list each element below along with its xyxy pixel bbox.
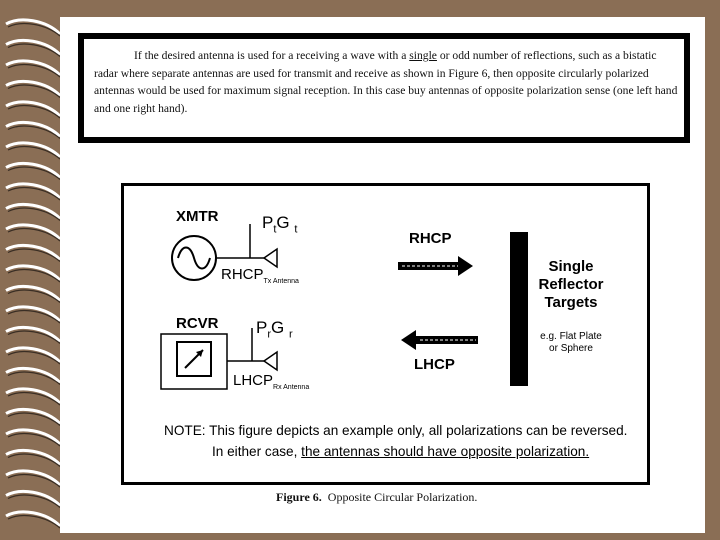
spiral-ring-shadow <box>8 188 60 200</box>
spiral-ring-shadow <box>8 147 60 159</box>
target-line-2: Reflector <box>538 276 604 293</box>
spiral-ring-shadow <box>8 126 60 138</box>
spiral-ring <box>6 307 60 321</box>
tx-power-gain-label <box>262 213 297 235</box>
note-line-2 <box>212 444 589 459</box>
spiral-ring <box>6 143 60 157</box>
spiral-ring-shadow <box>8 85 60 97</box>
tx-pol-text: RHCP <box>221 266 264 283</box>
spiral-ring <box>6 122 60 136</box>
spiral-ring <box>6 245 60 259</box>
tx-antenna-icon <box>264 249 277 267</box>
spiral-ring-shadow <box>8 229 60 241</box>
text-box <box>78 33 690 143</box>
spiral-ring <box>6 450 60 464</box>
paragraph <box>94 47 680 117</box>
spiral-ring <box>6 81 60 95</box>
spiral-ring-shadow <box>8 290 60 302</box>
lhcp-label: LHCP <box>414 356 455 373</box>
spiral-ring-shadow <box>8 352 60 364</box>
spiral-ring <box>6 225 60 239</box>
spiral-ring-shadow <box>8 24 60 36</box>
spiral-ring-shadow <box>8 106 60 118</box>
spiral-ring <box>6 389 60 403</box>
spiral-ring-shadow <box>8 311 60 323</box>
reflector-target-bar <box>510 232 528 386</box>
example-label <box>534 331 608 355</box>
sine-wave-icon <box>178 248 210 269</box>
rx-pol-text: LHCP <box>233 372 274 389</box>
spiral-ring-shadow <box>8 167 60 179</box>
rx-power-symbol: P <box>256 318 268 337</box>
tx-gain-subscript: t <box>294 223 298 236</box>
spiral-ring-shadow <box>8 65 60 77</box>
rx-power-gain-label <box>256 318 293 340</box>
paragraph-part2: or odd number of reflections, such as a bistatic radar where separate antennas are used for transmit and receive as shown in Figure 6, then opposite circularly polarized antennas would be used for maximum signal reception. In this case buy antennas of opposite polarization sense (one left hand and one right hand). <box>94 49 678 115</box>
spiral-ring <box>6 184 60 198</box>
caption-label: Figure 6. <box>276 490 322 504</box>
target-label <box>538 258 604 312</box>
spiral-ring <box>6 20 60 34</box>
figure-frame <box>121 183 650 485</box>
rx-gain-subscript: r <box>288 328 293 341</box>
tx-power-subscript: t <box>273 223 277 236</box>
spiral-ring <box>6 430 60 444</box>
spiral-ring-shadow <box>8 516 60 528</box>
spiral-ring-shadow <box>8 372 60 384</box>
spiral-ring <box>6 327 60 341</box>
rx-polarization-label <box>233 372 309 391</box>
spiral-ring-shadow <box>8 208 60 220</box>
spiral-ring <box>6 40 60 54</box>
spiral-ring <box>6 471 60 485</box>
figure-caption <box>276 490 477 505</box>
spiral-ring <box>6 163 60 177</box>
rx-gain-symbol: G <box>271 318 285 337</box>
spiral-ring-shadow <box>8 413 60 425</box>
spiral-ring <box>6 61 60 75</box>
spiral-ring-shadow <box>8 393 60 405</box>
lhcp-arrow-head <box>401 330 416 350</box>
spiral-ring-shadow <box>8 44 60 56</box>
spiral-ring <box>6 512 60 526</box>
xmtr-label: XMTR <box>176 208 219 225</box>
spiral-ring-shadow <box>8 270 60 282</box>
spiral-ring <box>6 102 60 116</box>
note-line-2-emphasis: the antennas should have opposite polarization. <box>301 444 590 459</box>
paragraph-part1: If the desired antenna is used for a receiving a wave with a <box>134 49 410 62</box>
spiral-ring-shadow <box>8 475 60 487</box>
rhcp-label: RHCP <box>409 230 452 247</box>
tx-pol-subscript: Tx Antenna <box>263 278 299 285</box>
example-line-2: or Sphere <box>549 343 593 354</box>
spiral-ring <box>6 204 60 218</box>
paragraph-underlined-word: single <box>409 49 437 62</box>
example-line-1: e.g. Flat Plate <box>540 331 602 342</box>
target-line-1: Single <box>548 258 594 275</box>
tx-gain-symbol: G <box>276 213 290 232</box>
spiral-ring-shadow <box>8 495 60 507</box>
note-line-1: NOTE: This figure depicts an example only, all polarizations can be reversed. <box>164 423 628 438</box>
spiral-ring-shadow <box>8 249 60 261</box>
tx-power-symbol: P <box>262 213 274 232</box>
spiral-ring <box>6 348 60 362</box>
spiral-ring-shadow <box>8 331 60 343</box>
spiral-ring <box>6 266 60 280</box>
note-line-2-prefix: In either case, <box>212 444 302 459</box>
spiral-ring <box>6 368 60 382</box>
rcvr-label: RCVR <box>176 315 219 332</box>
rx-pol-subscript: Rx Antenna <box>273 384 310 391</box>
spiral-ring-shadow <box>8 434 60 446</box>
tx-polarization-label <box>221 266 299 285</box>
rhcp-arrow-head <box>458 256 473 276</box>
rx-power-subscript: r <box>267 328 272 341</box>
target-line-3: Targets <box>544 294 598 311</box>
spiral-ring <box>6 491 60 505</box>
rx-antenna-icon <box>264 352 277 370</box>
caption-text: Opposite Circular Polarization. <box>327 490 478 504</box>
spiral-ring <box>6 409 60 423</box>
spiral-ring-shadow <box>8 454 60 466</box>
spiral-ring <box>6 286 60 300</box>
